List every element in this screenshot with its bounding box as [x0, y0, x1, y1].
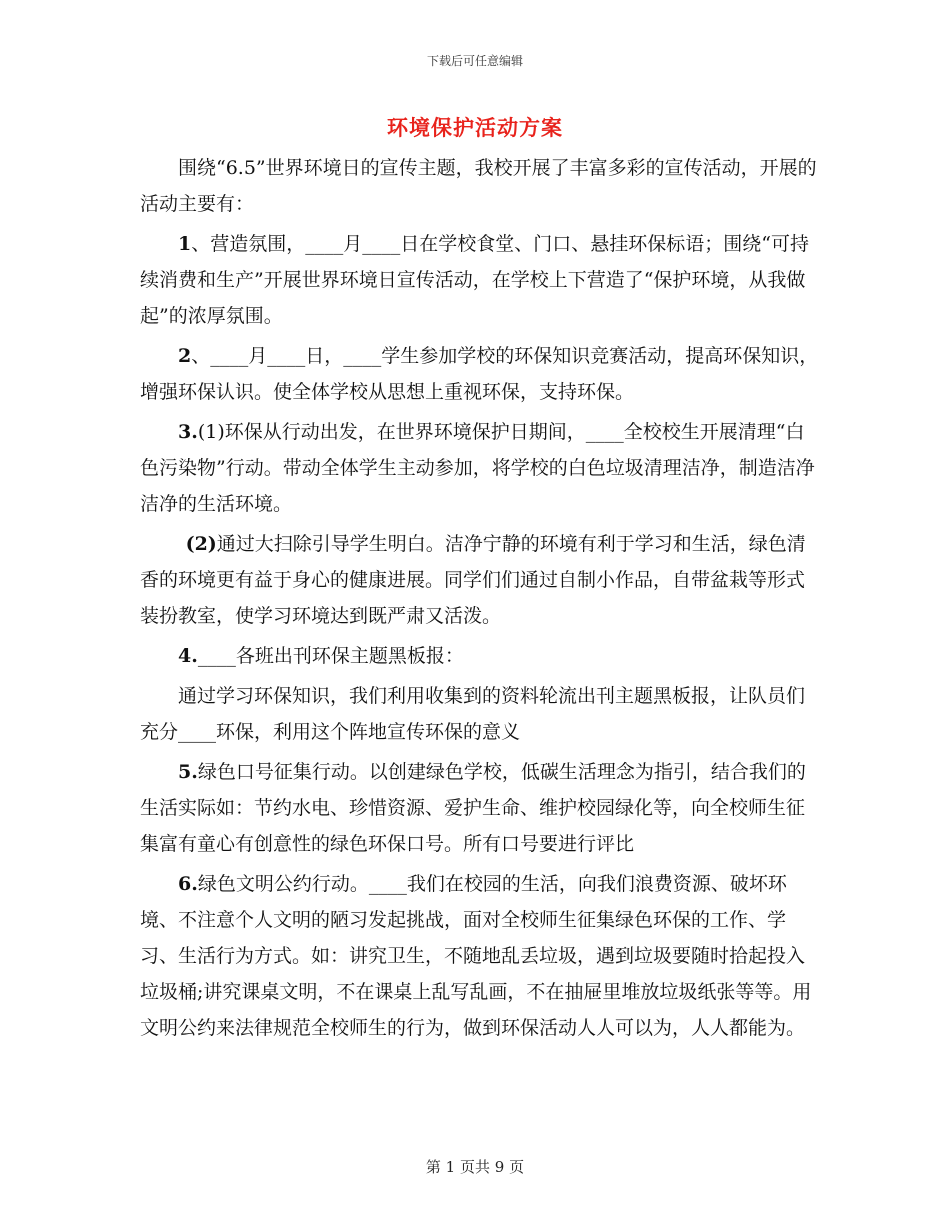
paragraph-text: 绿色文明公约行动。____我们在校园的生活，向我们浪费资源、破坏环境、不注意个人文明的陋习发起挑战，面对全校师生征集绿色环保的工作、学习、生活行为方式。如：讲究卫生，不随地乱丢垃圾，遇到垃圾要随时拾起投入垃圾桶;讲究课桌文明，不在课桌上乱写乱画，不在抽屉里堆放垃圾纸张等等。用文明公约来法律规范全校师生的行为，做到环保活动人人可以为，人人都能为。 — [140, 873, 812, 1039]
paragraph-text: ____各班出刊环保主题黑板报： — [197, 645, 464, 667]
page-footer: 第 1 页共 9 页 — [425, 1158, 525, 1176]
item-number: 1 — [178, 233, 192, 255]
paragraph-text: 通过学习环保知识，我们利用收集到的资料轮流出刊主题黑板报，让队员们充分____环保，利用这个阵地宣传环保的意义 — [140, 685, 806, 743]
item-1-paragraph — [140, 226, 820, 334]
item-number: 5. — [178, 761, 198, 783]
item-4-paragraph — [140, 638, 820, 674]
item-3-2-paragraph — [140, 526, 820, 634]
item-number: (2) — [185, 533, 217, 555]
intro-paragraph — [140, 150, 820, 222]
document-body — [140, 150, 820, 1050]
item-3-paragraph — [140, 414, 820, 522]
paragraph-text: 、____月____日，____学生参加学校的环保知识竞赛活动，提高环保知识，增强环保认识。使全体学校从思想上重视环保，支持环保。 — [140, 345, 819, 403]
item-5-paragraph — [140, 754, 820, 862]
paragraph-text: 绿色口号征集行动。以创建绿色学校，低碳生活理念为指引，结合我们的生活实际如：节约水电、珍惜资源、爱护生命、维护校园绿化等，向全校师生征集富有童心有创意性的绿色环保口号。所有口号要进行评比 — [140, 761, 806, 855]
paragraph-text: 、营造氛围，____月____日在学校食堂、门口、悬挂环保标语；围绕“可持续消费和生产”开展世界环境日宣传活动，在学校上下营造了“保护环境，从我做起”的浓厚氛围。 — [140, 233, 809, 327]
item-number: 4. — [178, 645, 198, 667]
paragraph-text: 通过大扫除引导学生明白。洁净宁静的环境有利于学习和生活，绿色清香的环境更有益于身心的健康进展。同学们们通过自制小作品，自带盆栽等形式装扮教室，使学习环境达到既严肃又活泼。 — [140, 533, 806, 627]
item-6-paragraph — [140, 866, 820, 1046]
item-number: 6. — [178, 873, 198, 895]
document-title: 环境保护活动方案 — [387, 115, 563, 140]
paragraph-text: (1)环保从行动出发，在世界环境保护日期间，____全校校生开展清理“白色污染物”行动。带动全体学生主动参加，将学校的白色垃圾清理洁净，制造洁净洁净的生活环境。 — [140, 421, 815, 515]
item-2-paragraph — [140, 338, 820, 410]
item-number: 3. — [178, 421, 198, 443]
item-number: 2 — [178, 345, 192, 367]
paragraph-text: 围绕“6.5”世界环境日的宣传主题，我校开展了丰富多彩的宣传活动，开展的活动主要有： — [140, 157, 817, 215]
header-note: 下载后可任意编辑 — [426, 54, 523, 68]
item-4-detail-paragraph — [140, 678, 820, 750]
